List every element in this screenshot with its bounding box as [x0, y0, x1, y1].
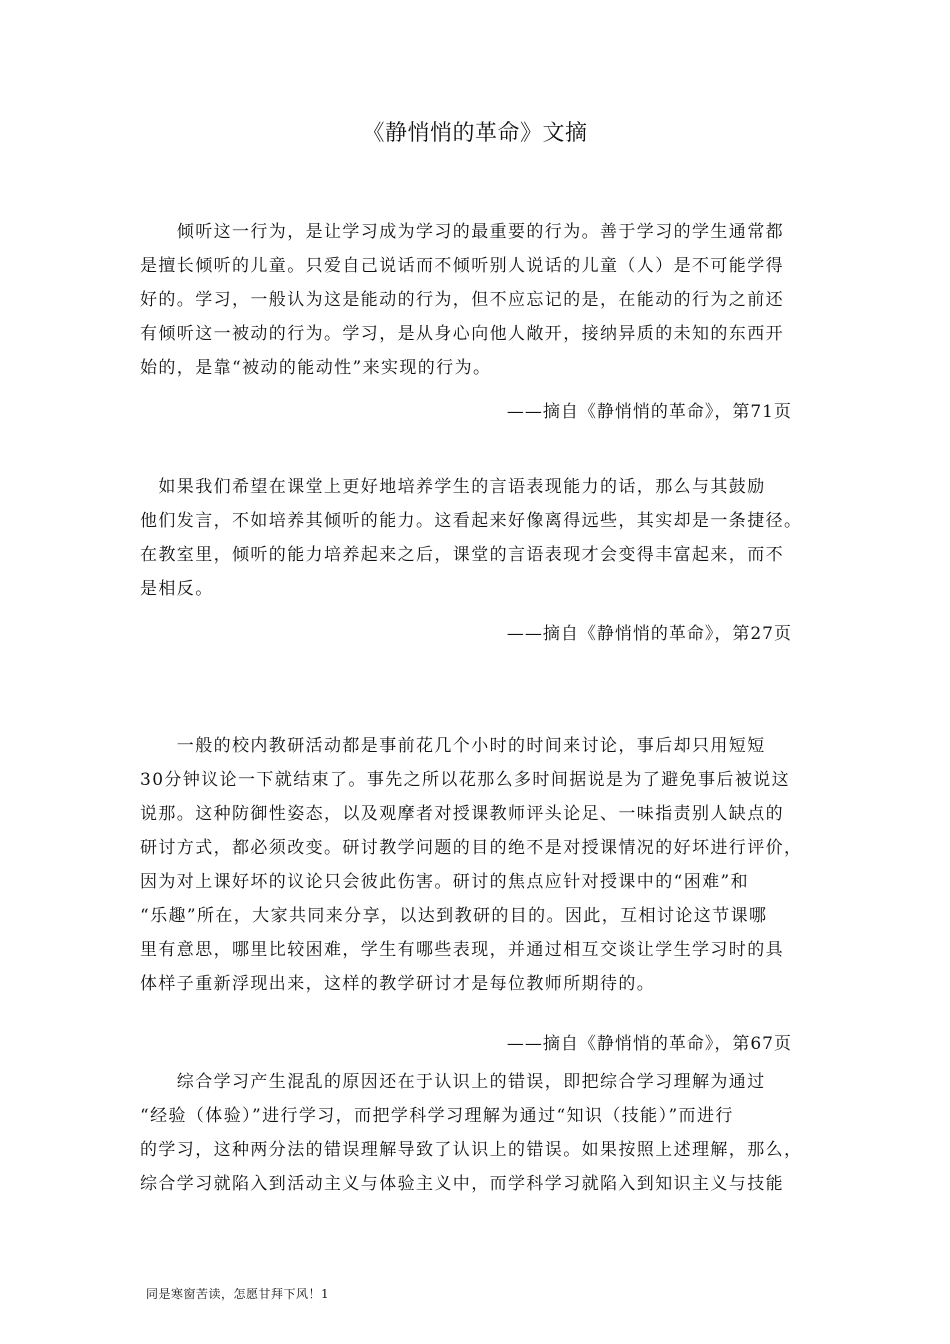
- text-line: 综合学习产生混乱的原因还在于认识上的错误，即把综合学习理解为通过: [140, 1072, 766, 1092]
- text-line: 好的。学习，一般认为这是能动的行为，但不应忘记的是，在能动的行为之前还: [140, 290, 784, 310]
- text-line: 是相反。: [140, 579, 214, 599]
- excerpt-2-source: ——摘自《静悄悄的革命》，第27页: [506, 624, 792, 644]
- text-line: 倾听这一行为，是让学习成为学习的最重要的行为。善于学习的学生通常都: [140, 222, 784, 242]
- text-line: 有倾听这一被动的行为。学习，是从身心向他人敞开，接纳异质的未知的东西开: [140, 324, 784, 344]
- text-line: 体样子重新浮现出来，这样的教学研讨才是每位教师所期待的。: [140, 974, 656, 994]
- excerpt-3-paragraph: [140, 729, 830, 1001]
- text-line: 他们发言，不如培养其倾听的能力。这看起来好像离得远些，其实却是一条捷径。: [140, 511, 803, 531]
- text-line: 研讨方式，都必须改变。研讨教学问题的目的绝不是对授课情况的好坏进行评价，: [140, 838, 803, 858]
- text-line: 是擅长倾听的儿童。只爱自己说话而不倾听别人说话的儿童（人）是不可能学得: [140, 256, 784, 276]
- text-line: 始的，是靠“被动的能动性”来实现的行为。: [140, 358, 492, 378]
- text-line: “乐趣”所在，大家共同来分享，以达到教研的目的。因此，互相讨论这节课哪: [140, 906, 768, 926]
- text-line: 里有意思，哪里比较困难，学生有哪些表现，并通过相互交谈让学生学习时的具: [140, 940, 784, 960]
- excerpt-4-paragraph: [140, 1065, 830, 1201]
- page-footer: 同是寒窗苦读，怎愿甘拜下风！1: [146, 1287, 330, 1301]
- excerpt-3-source: ——摘自《静悄悄的革命》，第67页: [506, 1034, 792, 1054]
- text-line: “经验（体验）”进行学习，而把学科学习理解为通过“知识（技能）”而进行: [140, 1106, 734, 1126]
- excerpt-2-paragraph: [140, 470, 830, 606]
- text-line: 综合学习就陷入到活动主义与体验主义中，而学科学习就陷入到知识主义与技能: [140, 1174, 784, 1194]
- text-line: 一般的校内教研活动都是事前花几个小时的时间来讨论，事后却只用短短: [140, 736, 766, 756]
- text-line: 说那。这种防御性姿态，以及观摩者对授课教师评头论足、一味指责别人缺点的: [140, 804, 784, 824]
- excerpt-1-source: ——摘自《静悄悄的革命》，第71页: [506, 402, 792, 422]
- text-line: 30分钟议论一下就结束了。事先之所以花那么多时间据说是为了避免事后被说这: [140, 770, 791, 790]
- text-line: 在教室里，倾听的能力培养起来之后，课堂的言语表现才会变得丰富起来，而不: [140, 545, 784, 565]
- text-line: 如果我们希望在课堂上更好地培养学生的言语表现能力的话，那么与其鼓励: [140, 477, 766, 497]
- page-title: 《静悄悄的革命》文摘: [362, 121, 588, 146]
- text-line: 因为对上课好坏的议论只会彼此伤害。研讨的焦点应针对授课中的“困难”和: [140, 872, 749, 892]
- excerpt-1-paragraph: [140, 215, 830, 385]
- text-line: 的学习，这种两分法的错误理解导致了认识上的错误。如果按照上述理解，那么，: [140, 1140, 803, 1160]
